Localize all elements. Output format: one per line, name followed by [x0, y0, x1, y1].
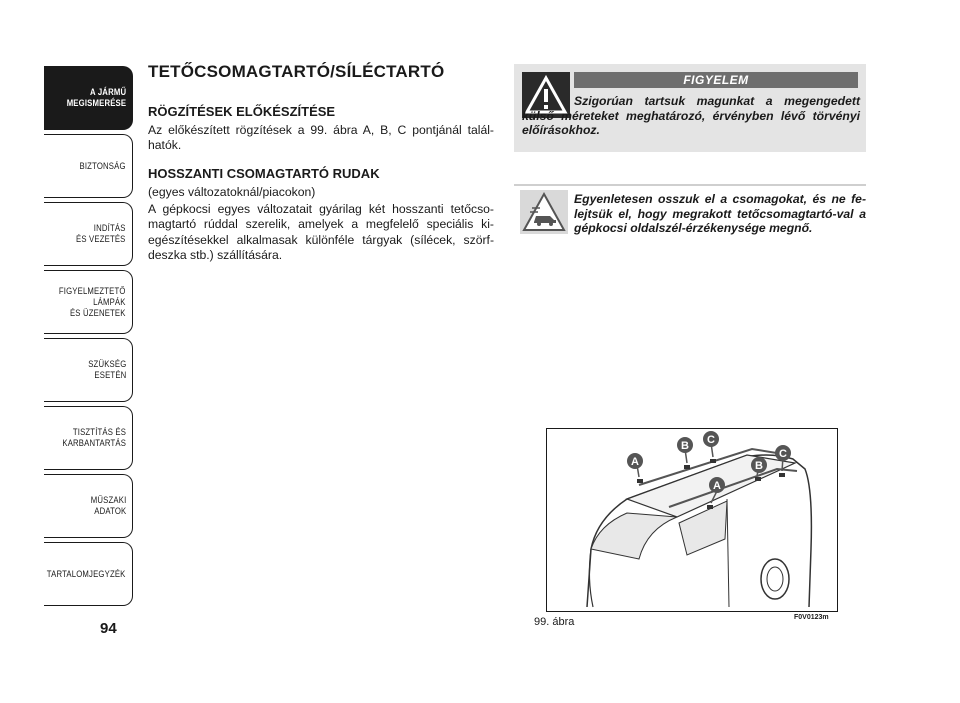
tab-label: TISZTÍTÁS ÉS KARBANTARTÁS — [62, 427, 126, 448]
section-heading: RÖGZÍTÉSEK ELŐKÉSZÍTÉSE — [148, 104, 336, 119]
section-heading: HOSSZANTI CSOMAGTARTÓ RUDAK — [148, 165, 380, 181]
marker-A-label: A — [631, 456, 639, 468]
roof-rack-figure — [546, 428, 838, 612]
tab-starting-driving[interactable] — [44, 202, 133, 266]
van-front — [589, 549, 593, 607]
tab-label: MŰSZAKI ADATOK — [90, 495, 126, 516]
note-text: Egyenletesen osszuk el a csomagokat, és ne fe-lejtsük el, hogy megrakott tetőcsomagtartó-val a gépkocsi oldalszél-érzékenysége megnő. — [574, 192, 866, 236]
mount-point — [684, 465, 690, 469]
section-paragraph: A gépkocsi egyes változatait gyárilag két hosszanti tetőcso-magtartó rúddal szerelik, amelyek a megfelelő speciális ki-egészítésekkel alkalmasak különféle tárgyak (sílécek, szörf-deszka stb.) szállítására. — [148, 201, 494, 263]
mount-point — [755, 477, 761, 481]
car-wind-icon — [520, 190, 568, 234]
mount-point — [779, 473, 785, 477]
marker-B-label: B — [681, 440, 689, 452]
wheel — [761, 559, 789, 599]
tab-label: SZÜKSÉG ESETÉN — [87, 359, 126, 380]
figure-code: F0V0123m — [794, 614, 829, 621]
tab-label: FIGYELMEZTETŐ LÁMPÁK ÉS ÜZENETEK — [59, 285, 126, 318]
marker-C-label: C — [779, 448, 787, 460]
marker-C-label: C — [707, 434, 715, 446]
page-number: 94 — [100, 620, 117, 637]
figure-caption: 99. ábra — [534, 616, 575, 628]
mount-point — [710, 459, 716, 463]
page-title: TETŐCSOMAGTARTÓ/SÍLÉCTARTÓ — [148, 62, 445, 81]
section-subheading: (egyes változatoknál/piacokon) — [148, 184, 316, 199]
tab-label: TARTALOMJEGYZÉK — [47, 568, 126, 579]
note-divider — [514, 184, 866, 186]
marker-A-label: A — [713, 480, 721, 492]
tab-label: A JÁRMŰ MEGISMERÉSE — [66, 87, 126, 108]
tab-index[interactable] — [44, 542, 133, 606]
tab-emergency[interactable] — [44, 338, 133, 402]
wheel-hub — [767, 567, 783, 591]
warning-box — [514, 64, 866, 152]
door-line — [727, 499, 729, 607]
warning-heading: FIGYELEM — [574, 72, 858, 88]
mount-point — [637, 479, 643, 483]
warning-text: Szigorúan tartsuk magunkat a megengedett külső méreteket meghatározó, érvényben lévő törvényi előírásokhoz. — [522, 94, 860, 137]
tab-label: INDÍTÁS ÉS VEZETÉS — [76, 223, 126, 244]
section-paragraph: Az előkészített rögzítések a 99. ábra A, B, C pontjánál talál-hatók. — [148, 123, 494, 153]
tab-label: BIZTONSÁG — [79, 160, 126, 171]
marker-B-label: B — [755, 460, 763, 472]
tab-technical-data[interactable] — [44, 474, 133, 538]
tab-vehicle-overview[interactable] — [44, 66, 133, 130]
tab-warning-lights[interactable] — [44, 270, 133, 334]
tab-maintenance[interactable] — [44, 406, 133, 470]
tab-safety[interactable] — [44, 134, 133, 198]
main-text-column — [148, 62, 494, 275]
mount-point — [707, 505, 713, 509]
